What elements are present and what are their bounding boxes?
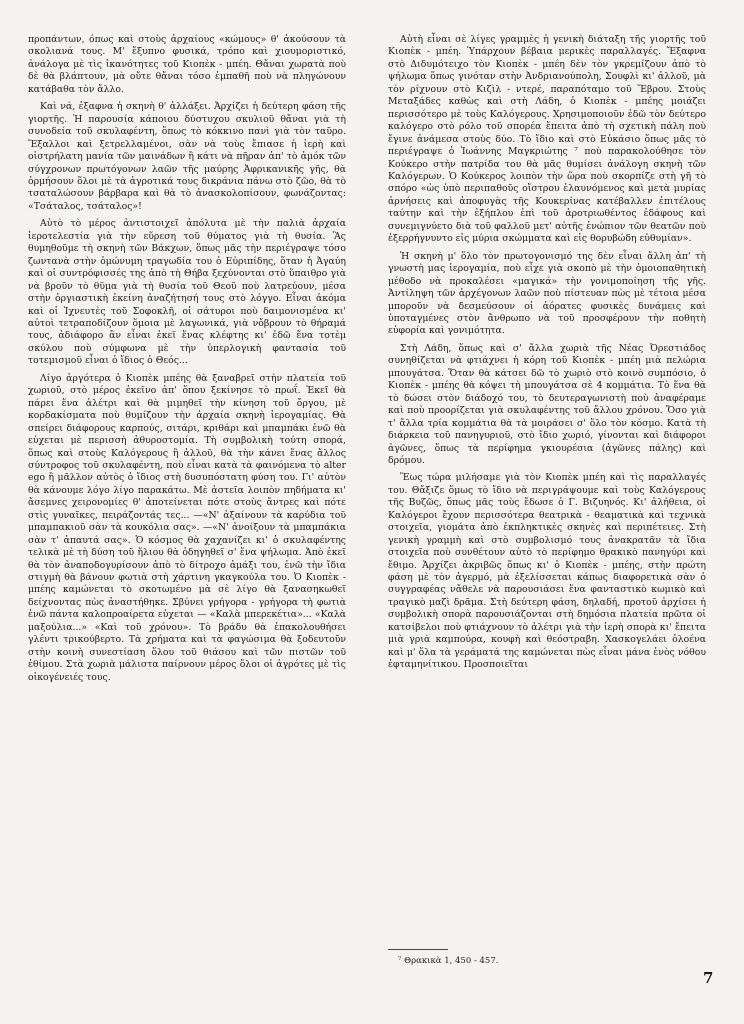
paragraph: Λίγο ἀργότερα ὁ Κιοπὲκ μπέης θὰ ξαναβρεῖ στὴν πλατεία τοῦ χωριοῦ, στὸ μέρος ἐκεῖνο ἀπ' ὅπου ξεκίνησε τὸ πρωΐ. Ἐκεῖ θὰ πάρει ἕνα ἀλέτρι καὶ θὰ μιμηθεῖ τὴν κίνηση τοῦ ὄργου, μὲ κορδακίσματα ποὺ θυμίζουν τὴν ἀρχαία σκηνὴ ἱερογαμίας. Θὰ σπείρει διάφορους καρπούς, σιτάρι, κριθάρι καὶ μπαμπάκι ἐνῶ θὰ εὐχεται μὲ περισσὴ ἀθυροστομία. Τὴ συμβολικὴ τούτη σπορά, ὅπως καὶ στοὺς Καλόγερους ἢ ἀλλοῦ, θὰ τὴν κάνει ἕνας ἄλλος σύντροφος τοῦ σκυλαφέντη, ποὺ εἶναι κατὰ τὰ φαινόμενα τὸ alter ego ἢ μᾶλλον αὐτὸς ὁ ἴδιος στὴ δυσυπόστατη φύση του. Γι' αὐτὸν θὰ κάνουμε λόγο λίγο παρακάτω. Μὲ ἀστεῖα λοιπὸν πηδήματα κι' ἄσεμνες χειρονομίες θ' ἀποτείνεται πότε στοὺς ἄντρες καὶ πότε στὶς γυναῖκες, πειράζοντάς τες... —«Ν' ἀξαίνουν τὰ καρύδια τοῦ μπαμπακιοῦ σὰν τὰ κουκόλια σας». —«Ν' ἀνοίξουν τὰ μπαμπάκια σὰν τ' ἀπαυτά σας». Ὁ κόσμος θὰ χαχανίζει κι' ὁ σκυλαφέντης τελικὰ μὲ τὴ δύση τοῦ ἥλιου θὰ ὁδηγηθεῖ σ' ἕνα ψήλωμα. Ἀπὸ ἐκεῖ θὰ τὸν ἀναποδογυρίσουν ἀπὸ τὸ δίτροχο ἀμάξι του, ἐνῶ τὴν ἴδια στιγμὴ θὰ βάνουν φωτιὰ στὴ χάρτινη γκαγκούλα του. Ὁ Κιοπὲκ - μπέης καμώνεται τὸ σκοτωμένο μὰ σὲ λίγο θὰ ξανασηκωθεῖ δείχνοντας πὼς ἀναστήθηκε. Σβύνει γρήγορα - γρήγορα τὴ φωτιὰ ἐνῶ πάντα καλοπροαίρετα εὐχεται — «Καλὰ μπερεκέτια»... «Καλὰ μαξούλια...» «Καὶ τοῦ χρόνου». Τὸ βράδυ θὰ ἐπακολουθήσει γλέντι τρικούβερτο. Τὰ χρήματα καὶ τὰ φαγώσιμα θὰ ξοδευτοῦν στὴν κοινὴ συνεστίαση ὅλου τοῦ θιάσου καὶ τῶν πιστῶν τοῦ ἐθίμου. Στὰ χωριὰ μάλιστα παίρνουν μέρος ὅλοι οἱ ἀγρότες μὲ τὶς οἰκογένειές τους.	[28, 372, 346, 683]
document-page	[28, 34, 720, 1004]
paragraph: Στὴ Λάδη, ὅπως καὶ σ' ἄλλα χωριὰ τῆς Νέας Ὀρεστιάδος συνηθίζεται νὰ φτιάχνει ἡ κόρη τοῦ Κιοπὲκ - μπέη μιὰ πελώρια μπουγάτσα. Ὅταν θὰ κάτσει δῶ τὸ χωριὸ στὸ κοινὸ συμπόσιο, ὁ Κιοπὲκ - μπέης θὰ κόψει τὴ μπουγάτσα σὲ 4 κομμάτια. Τὸ ἕνα θὰ τὸ δώσει στὸν διάδοχό του, τὸ δευτεραγωνιστὴ ποὺ ἀναφέραμε καὶ ποὺ προορίζεται γιὰ σκυλαφέντης τοῦ ἄλλου χρόνου. Ὅσο γιὰ τ' ἄλλα τρία κομμάτια θὰ τὰ μοιράσει σ' ὅλο τὸν κόσμο. Κατὰ τὴ διάρκεια τοῦ πανηγυριοῦ, στὸ ἴδιο χωριό, γίνονται καὶ διάφοροι ἀγῶνες, ὅπως τὰ περίφημα γκιουρέσια (ἀγῶνες πάλης) καὶ δρόμου.	[388, 342, 706, 466]
footnote: ⁷ Θρακικὰ 1, 450 - 457.	[398, 956, 499, 966]
footnote-divider	[388, 949, 448, 950]
paragraph: Αὐτὴ εἶναι σὲ λίγες γραμμὲς ἡ γενικὴ διάταξη τῆς γιορτῆς τοῦ Κιοπὲκ - μπέη. Ὑπάρχουν βέβαια μερικὲς παραλλαγές. Ἔξαφνα στὸ Διδυμότειχο τὸν Κιοπὲκ - μπέη δὲν τὸν γκρεμίζουν ἀπὸ τὸ ψήλωμα ὅπως γινόταν στὴν Ἀνδριανούπολη, Σουφλὶ κι' ἀλλοῦ, μὰ τὸν ρίχνουν στὸ Κιζὶλ - ντερέ, παραπόταμο τοῦ Ἕβρου. Στοὺς Μεταξάδες καθὼς καὶ στὴ Λάδη, ὁ Κιοπὲκ - μπέης μοιάζει περισσότερο μὲ τοὺς Καλόγερους. Χρησιμοποιοῦν ἐδῶ τὸν δεύτερο καλόγερο στὸ ρόλο τοῦ σπορέα ἔπειτα ἀπὸ τὴ σχετικὴ πάλη ποὺ ἔγινε ἀνάμεσα στοὺς δύο. Τὸ ἴδιο καὶ στὸ Εὐκάσιο ὅπως μᾶς τὸ περιέγραψε ὁ Ἰωάννης Μαγκριώτης ⁷ ποὺ παρακολούθησε τὸν Κούκερο στὴν πατρίδα του θὰ μᾶς θυμίσει ἀνάλογη σκηνὴ τῶν Καλόγερων. Ὁ Κούκερος λοιπὸν τὴν ὥρα ποὺ σκορπίζε στὴ γῆ τὸ σπόρο «ὡς ὑπὸ περιπαθοῦς οἴστρου ἐλαυνόμενος καὶ μετὰ μυρίας ἀρνήσεις καὶ ἀποφυγὰς τῆς Κουκερίνας κατέβαλλεν ἐπιτέλους ταύτην καὶ τὴν ἐξήπλου ἐπὶ τοῦ ἀροτριωθέντος ἐδάφους καὶ συνεμιγνύετο διὰ τοῦ φαλλοῦ μετ' αὐτῆς ἐνώπιον τῶν θεατῶν ποὺ ἐξερρήγνυντο εἰς μύρια σκώμματα καὶ εἰς θορυβώδη εὐθυμίαν».	[388, 34, 706, 245]
right-column	[388, 34, 706, 677]
paragraph: Ἕως τώρα μιλήσαμε γιὰ τὸν Κιοπὲκ μπέη καὶ τὶς παραλλαγές του. Θἄξιζε ὅμως τὸ ἴδιο νὰ περιγράψουμε καὶ τοὺς Καλόγερους τῆς Βυζῶς, ὅπως μᾶς τοὺς ἔδωσε ὁ Γ. Βιζυηνός. Κι' ἀλήθεια, οἱ Καλόγεροι ἔχουν περισσότερα θεατρικὰ - θεαματικὰ καὶ τεχνικὰ στοιχεῖα, γιομάτα ἀπὸ ἐκπληκτικὲς σκηνὲς καὶ περιπέτειες. Στὴ γενικὴ γραμμὴ καὶ στὸ συμβολισμό τους ἀνακρατᾶν τὰ ἴδια στοιχεῖα ποὺ συνθέτουν αὐτὸ τὸ περίφημο θρακικὸ πανηγύρι καὶ ἔθιμο. Ἀρχίζει ἀκριβῶς ὅπως κι' ὁ Κιοπὲκ - μπέης, στὴν πρώτη φάση μὲ τὸν ἀγερμό, μὰ ἐξελίσσεται κάπως διαφορετικὰ σὰν ὁ συγγραφέας νἄθελε νὰ παρουσιάσει ἕνα φανταστικὸ κωμικὸ καὶ τραγικὸ μαζὶ δρᾶμα. Στὴ δεύτερη φάση, δηλαδή, προτοῦ ἀρχίσει ἡ συμβολικὴ σπορὰ παρουσιάζονται στὴ δημόσια πλατεία πρῶτα οἱ κατσίβελοι ποὺ φτιάχνουν τὸ ἀλέτρι γιὰ τὴν ἱερὴ σπορὰ κι' ἔπειτα μιὰ γριὰ καμπούρα, κουφὴ καὶ θεόστραβη. Χασκογελάει ὁλοένα καὶ μ' ὅλα τὰ γεράματά της καμώνεται πὼς εἶναι μάνα ἑνὸς νόθου ἐφταμηνίτικου. Προσποιεῖται	[388, 472, 706, 671]
left-column	[28, 34, 346, 689]
paragraph: Ἡ σκηνὴ μ' ὅλο τὸν πρωτογονισμό της δὲν εἶναι ἄλλη ἀπ' τὴ γνωστὴ μας ἱερογαμία, ποὺ εἶχε γιὰ σκοπὸ μὲ τὴν ὁμοιοπαθητικὴ μέθοδο νὰ προκαλέσει «μαγικά» τὴν γονιμοποίηση τῆς γῆς. Ἀντίληψη τῶν ἀρχέγονων λαῶν ποὺ πίστευαν πὼς μὲ τέτοια μέσα μποροῦν νὰ δεσμεύσουν οἱ ἀόρατες φυσικὲς δυνάμεις καὶ ὑποταγμένες στὸν ἄνθρωπο νὰ τοῦ προσφέρουν τὴν ποθητὴ εὐφορία καὶ γονιμότητα.	[388, 250, 706, 337]
paragraph: Αὐτὸ τὸ μέρος ἀντιστοιχεῖ ἀπόλυτα μὲ τὴν παλιὰ ἀρχαία ἱεροτελεστία γιὰ τὴν εὕρεση τοῦ θύματος γιὰ τὴ θυσία. Ἂς θυμηθοῦμε τὴ σκηνὴ τῶν Βάκχων, ὅπως μᾶς τὴν περιέγραψε τόσο ζωντανὰ στὴν ὁμώνυμη τραγωδία του ὁ Εὐριπίδης, ὅταν ἡ Ἀγαύη καὶ οἱ συντρόφισσές της ἀπὸ τὴ Θήβα ξεχύνονται στὸ ὕπαιθρο γιὰ νὰ βροῦν τὸ θῦμα γιὰ τὴ θυσία τοῦ Θεοῦ ποὺ λατρεύουν, μέσα στὴν ὀργιαστικὴ ἐκείνη ἀναζήτησή τους στὸ λόγγο. Εἶναι ἀκόμα καὶ οἱ Ἰχνευτὲς τοῦ Σοφοκλῆ, οἱ σάτυροι ποὺ δαιμονισμένα κι' αὐτοὶ τετραποδίζουν ὅμοια μὲ λαγωνικά, γιὰ νὄβρουν τὸ θήραμά τους, ἀδιάφορο ἂν εἶναι ἐκεῖ ἕνας κλέφτης κι' ἐδῶ ἕνα τοτὲμ σκύλου ποὺ σύμφωνα μὲ τὴν ὑπερλογικὴ φαντασία τοῦ τοτεμισμοῦ εἶναι ὁ ἴδιος ὁ Θεός...	[28, 218, 346, 367]
page-number: 7	[703, 969, 714, 987]
paragraph: προπάντων, όπως καὶ στοὺς ἀρχαίους «κώμους» θ' ἀκούσουν τὰ σκολιανά τους. Μ' ἔξυπνο φυσικά, τρόπο καὶ χιουμοριστικό, ἀνάλογα μὲ τὶς ἱκανότητες τοῦ Κιοπὲκ - μπέη. Θἄναι χωρατὰ ποὺ δὲ θὰ βλάπτουν, μὰ οὔτε θἄναι τόσο ἐμπαθῆ ποὺ νὰ πληγώνουν κατάβαθα τὸν ἄλλο.	[28, 34, 346, 95]
paragraph: Καὶ νά, ἐξαφνα ἡ σκηνὴ θ' ἀλλάξει. Ἀρχίζει ἡ δεύτερη φάση τῆς γιορτῆς. Ἡ παρουσία κάποιου δύστυχου σκυλιοῦ θἄναι γιὰ τὴ συνοδεία τοῦ σκυλαφέντη, ὅπως τὸ κόκκινο πανὶ γιὰ τὸν ταῦρο. Ἔξαλλοι καὶ ξετρελλαμένοι, σὰν νὰ τοὺς ἔπιασε ἡ ἱερὴ καὶ οἰστρήλατη μανία τῶν μαινάδων ἢ κάτι νὰ πῆραν ἀπ' τὸ ἀμόκ τῶν σύγχρονων πρωτόγονων λαῶν τῆς μαύρης Ἀφρικανικῆς γῆς, θὰ ὁρμήσουν ὅλοι μὲ τὰ ἀγροτικά τους δικράνια πάνω στὸ ζῶο, θὰ τὸ τσαταλώσουν βάρβαρα καὶ θὰ τὸ ἀνασκολοπίσουν, φωνάζοντας: «Τσάταλος, τσάταλος»!	[28, 101, 346, 212]
